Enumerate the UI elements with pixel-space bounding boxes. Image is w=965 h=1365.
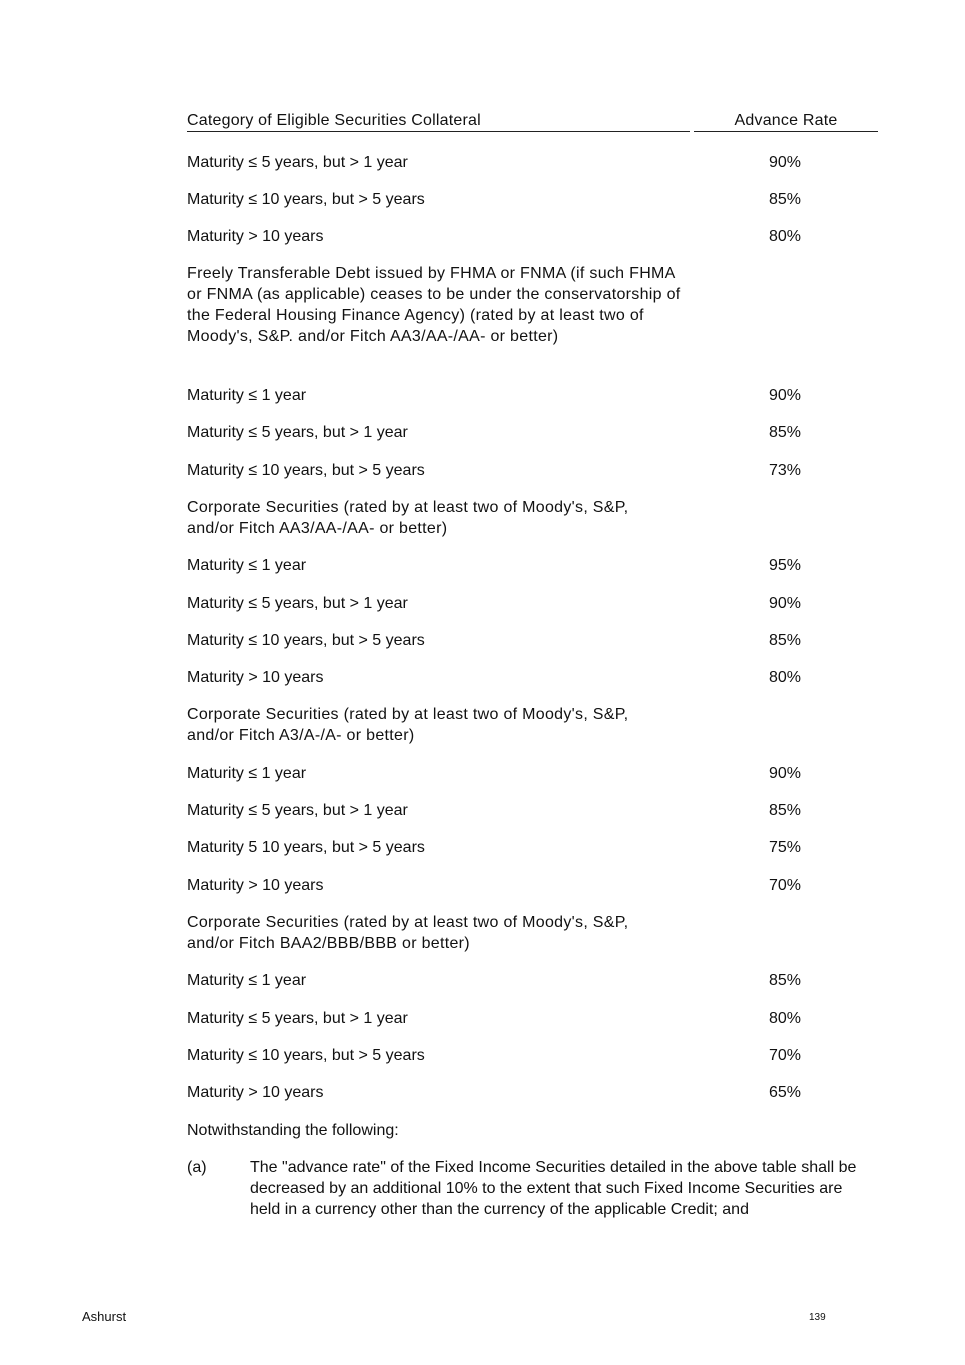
category-heading: Corporate Securities (rated by at least two of Moody's, S&P, and/or Fitch AA3/AA-/AA- or better) xyxy=(187,499,629,537)
table-header-category: Category of Eligible Securities Collateral xyxy=(187,112,690,132)
row-rate: 80% xyxy=(769,228,802,245)
row-rate: 85% xyxy=(769,191,802,208)
row-rate: 85% xyxy=(769,802,802,819)
table-row xyxy=(187,555,878,576)
table-row xyxy=(187,763,878,784)
row-rate: 73% xyxy=(769,462,802,479)
table-row xyxy=(187,970,878,991)
row-label: Maturity ≤ 10 years, but > 5 years xyxy=(187,191,425,208)
row-rate: 85% xyxy=(769,632,802,649)
table-row xyxy=(187,593,878,614)
category-heading: Corporate Securities (rated by at least two of Moody's, S&P, and/or Fitch A3/A-/A- or better) xyxy=(187,706,629,744)
row-label: Maturity ≤ 1 year xyxy=(187,972,307,989)
paragraph-marker: (a) xyxy=(187,1159,207,1176)
footer-firm-name: Ashurst xyxy=(82,1309,127,1324)
table-row xyxy=(187,667,878,688)
row-label: Maturity ≤ 5 years, but > 1 year xyxy=(187,802,408,819)
page-number: 139 xyxy=(809,1312,826,1323)
row-rate: 95% xyxy=(769,557,802,574)
row-rate: 70% xyxy=(769,1047,802,1064)
category-heading: Corporate Securities (rated by at least two of Moody's, S&P, and/or Fitch BAA2/BBB/BBB or better) xyxy=(187,914,629,952)
row-label: Maturity ≤ 1 year xyxy=(187,557,307,574)
row-label: Maturity ≤ 10 years, but > 5 years xyxy=(187,1047,425,1064)
notwithstanding-note: Notwithstanding the following: xyxy=(187,1122,399,1139)
table-row xyxy=(187,1045,878,1066)
table-row xyxy=(187,1008,878,1029)
row-label: Maturity ≤ 5 years, but > 1 year xyxy=(187,154,408,171)
row-rate: 80% xyxy=(769,1010,802,1027)
row-rate: 80% xyxy=(769,669,802,686)
row-label: Maturity > 10 years xyxy=(187,1084,324,1101)
table-header-rate: Advance Rate xyxy=(694,112,878,132)
row-rate: 90% xyxy=(769,595,802,612)
category-heading: Freely Transferable Debt issued by FHMA or FNMA (if such FHMA or FNMA (as applicable) ceases to be under the conservatorship of the Federal Housing Finance Agency) (rated by at least two of Moody's, S&P. and/or Fitch AA3/AA-/AA- or better) xyxy=(187,265,681,345)
table-row xyxy=(187,630,878,651)
row-rate: 85% xyxy=(769,972,802,989)
row-rate: 70% xyxy=(769,877,802,894)
row-label: Maturity ≤ 5 years, but > 1 year xyxy=(187,595,408,612)
row-rate: 90% xyxy=(769,154,802,171)
row-label: Maturity ≤ 10 years, but > 5 years xyxy=(187,462,425,479)
paragraph-text: The "advance rate" of the Fixed Income Securities detailed in the above table shall be decreased by an additional 10% to the extent that such Fixed Income Securities are held in a currency other than the currency of the applicable Credit; and xyxy=(250,1159,857,1218)
row-label: Maturity ≤ 5 years, but > 1 year xyxy=(187,424,408,441)
table-row xyxy=(187,875,878,896)
table-row xyxy=(187,460,878,481)
row-label: Maturity 5 10 years, but > 5 years xyxy=(187,839,425,856)
table-row xyxy=(187,226,878,247)
row-label: Maturity > 10 years xyxy=(187,228,324,245)
row-label: Maturity ≤ 1 year xyxy=(187,387,307,404)
row-rate: 90% xyxy=(769,765,802,782)
row-label: Maturity > 10 years xyxy=(187,669,324,686)
row-label: Maturity ≤ 10 years, but > 5 years xyxy=(187,632,425,649)
table-row xyxy=(187,385,878,406)
table-row xyxy=(187,837,878,858)
row-label: Maturity ≤ 1 year xyxy=(187,765,307,782)
row-label: Maturity > 10 years xyxy=(187,877,324,894)
row-rate: 85% xyxy=(769,424,802,441)
table-row xyxy=(187,189,878,210)
table-row xyxy=(187,1082,878,1103)
row-rate: 90% xyxy=(769,387,802,404)
row-rate: 75% xyxy=(769,839,802,856)
table-row xyxy=(187,800,878,821)
row-label: Maturity ≤ 5 years, but > 1 year xyxy=(187,1010,408,1027)
table-row xyxy=(187,422,878,443)
row-rate: 65% xyxy=(769,1084,802,1101)
table-row xyxy=(187,152,878,173)
